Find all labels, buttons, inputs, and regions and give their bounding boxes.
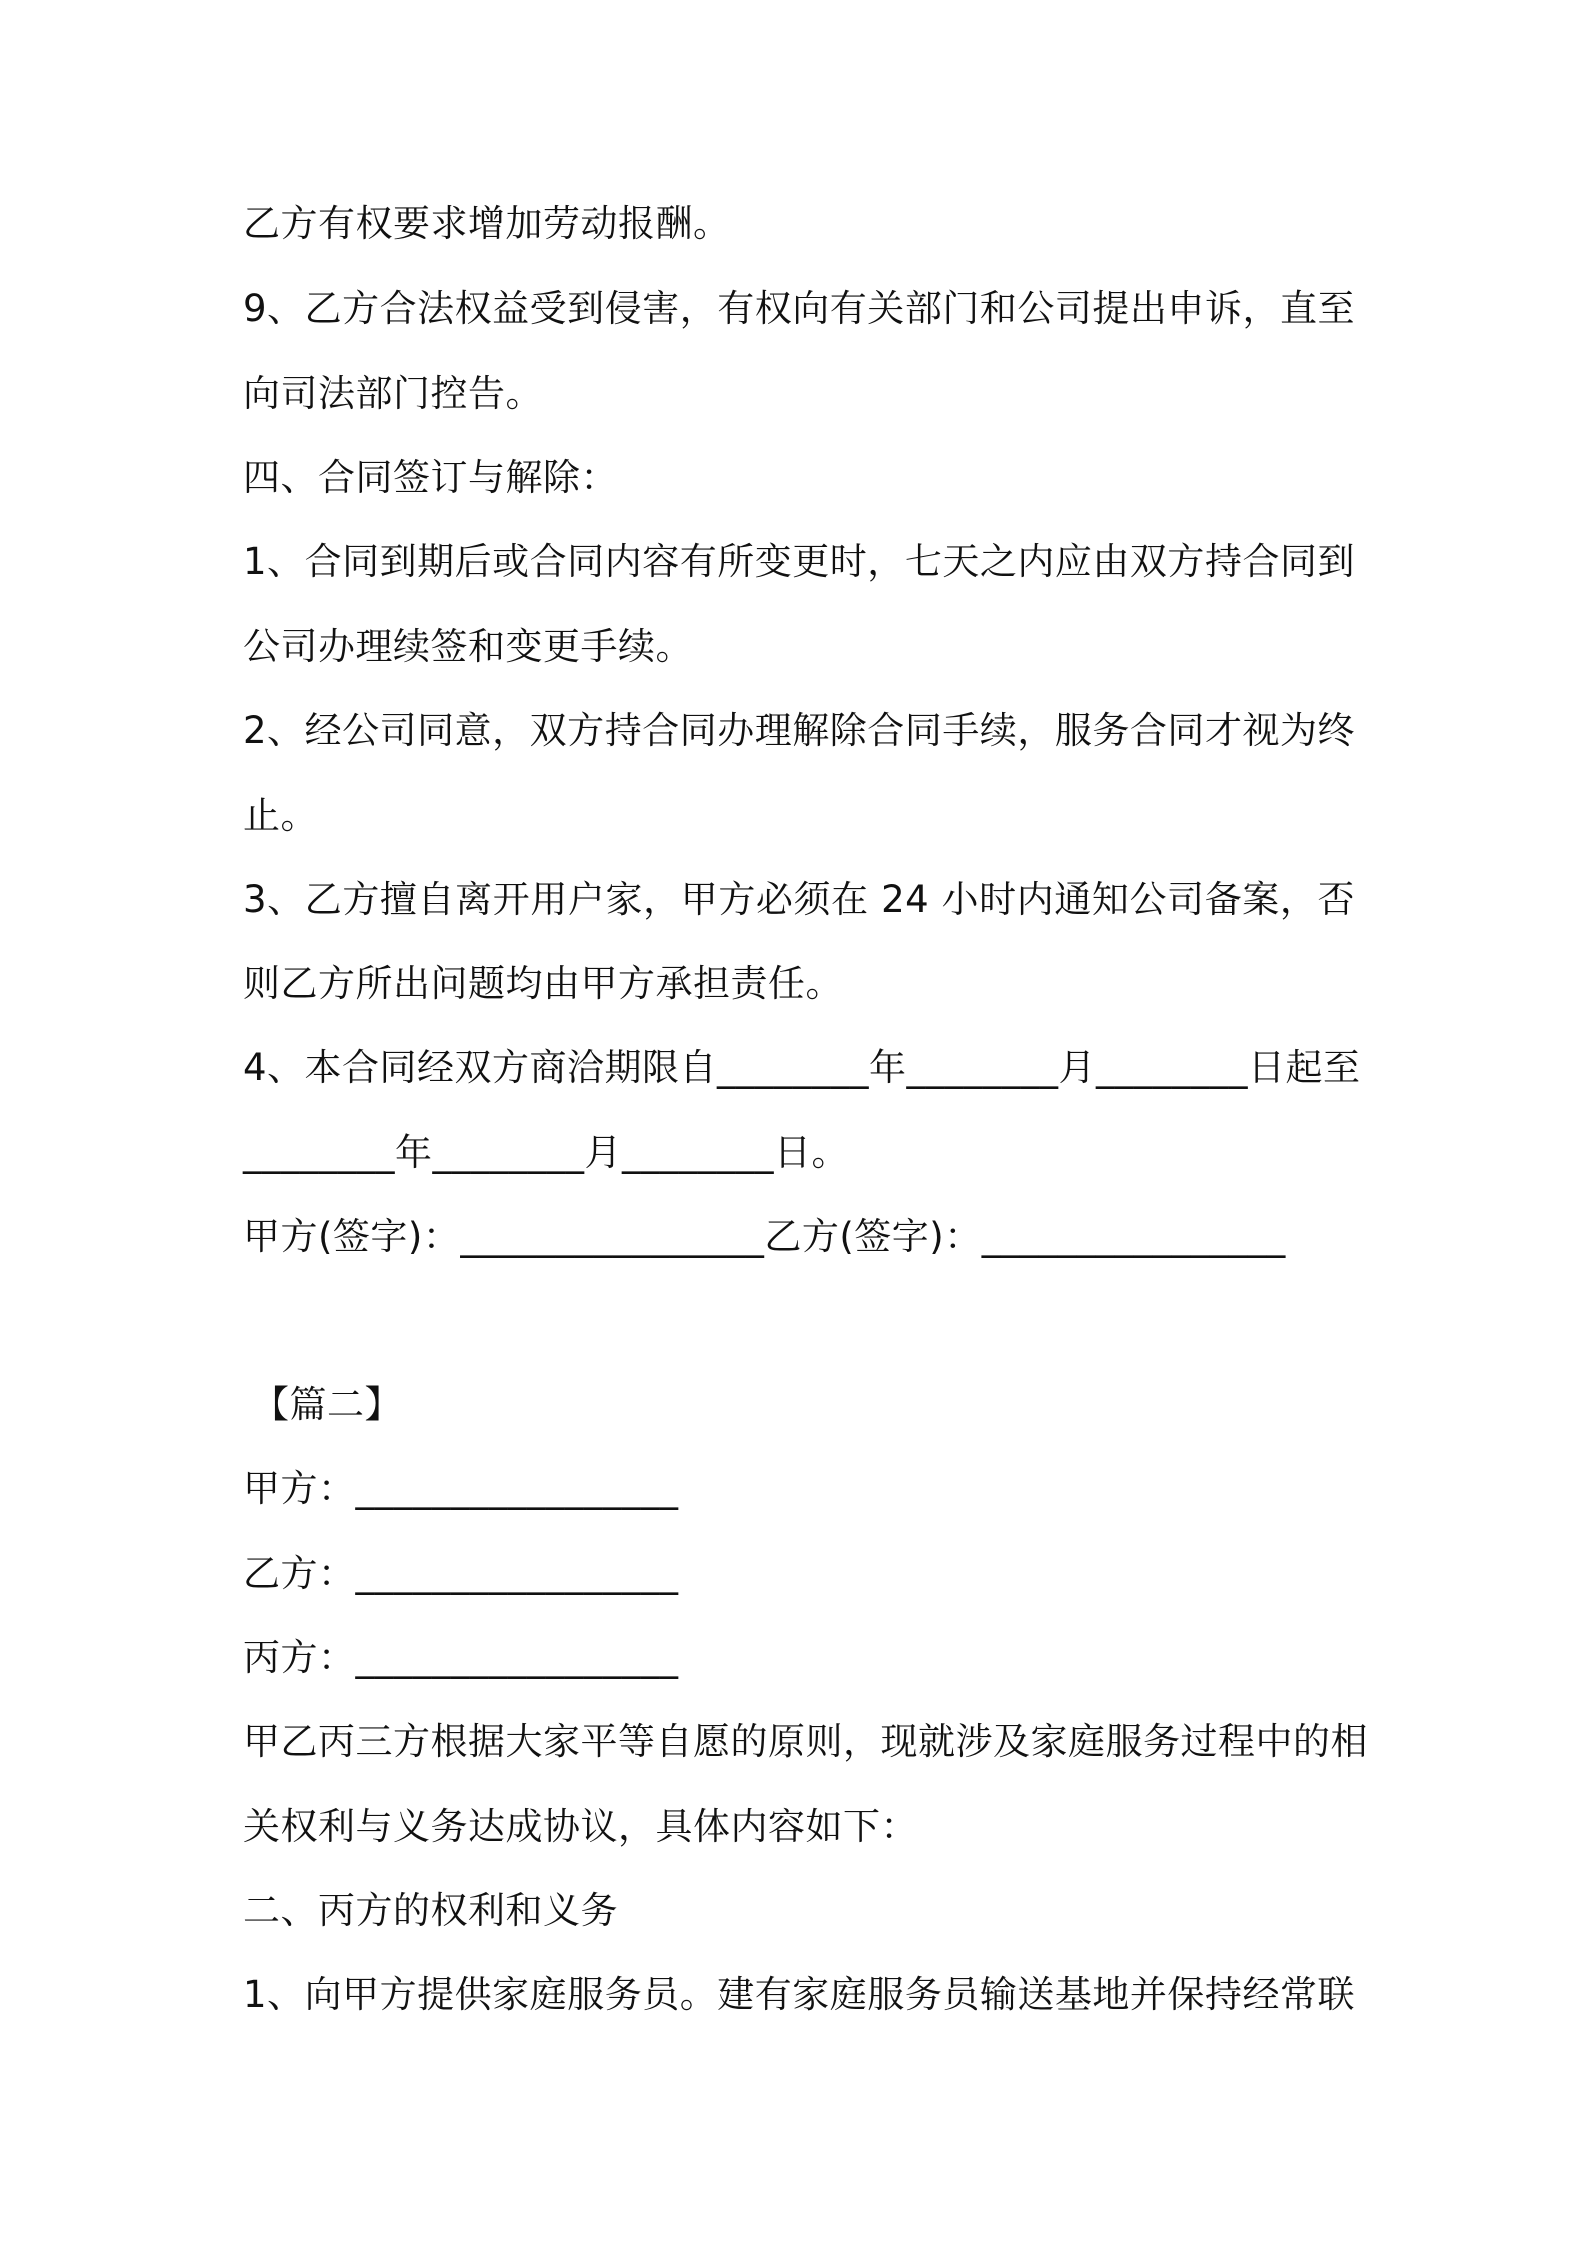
text-line: 甲乙丙三方根据大家平等自愿的原则，现就涉及家庭服务过程中的相 — [243, 1720, 1368, 1763]
text-line: 9、乙方合法权益受到侵害，有权向有关部门和公司提出申诉，直至 — [243, 287, 1355, 330]
party-a-field: 甲方：_________________ — [243, 1467, 679, 1510]
party-b-field: 乙方：_________________ — [243, 1552, 679, 1595]
text-line: 乙方有权要求增加劳动报酬。 — [243, 202, 731, 245]
text-line: 则乙方所出问题均由甲方承担责任。 — [243, 962, 843, 1005]
text-line: 3、乙方擅自离开用户家，甲方必须在 24 小时内通知公司备案，否 — [243, 878, 1355, 921]
date-range-line: ________年________月________日。 — [243, 1131, 849, 1174]
text-line: 2、经公司同意，双方持合同办理解除合同手续，服务合同才视为终 — [243, 709, 1355, 752]
text-line: 公司办理续签和变更手续。 — [243, 625, 693, 668]
part-two-heading: 【篇二】 — [252, 1383, 402, 1426]
text-line: 向司法部门控告。 — [243, 372, 543, 415]
text-line: 1、向甲方提供家庭服务员。建有家庭服务员输送基地并保持经常联 — [243, 1973, 1355, 2016]
signature-line: 甲方(签字)：________________乙方(签字)：________________ — [243, 1215, 1286, 1258]
text-line: 1、合同到期后或合同内容有所变更时，七天之内应由双方持合同到 — [243, 540, 1355, 583]
text-line: 关权利与义务达成协议，具体内容如下： — [243, 1805, 918, 1848]
date-range-line: 4、本合同经双方商洽期限自________年________月________日起至 — [243, 1046, 1361, 1089]
section-heading: 二、丙方的权利和义务 — [243, 1889, 618, 1932]
party-c-field: 丙方：_________________ — [243, 1636, 679, 1679]
section-heading: 四、合同签订与解除： — [243, 456, 618, 499]
text-line: 止。 — [243, 794, 318, 837]
